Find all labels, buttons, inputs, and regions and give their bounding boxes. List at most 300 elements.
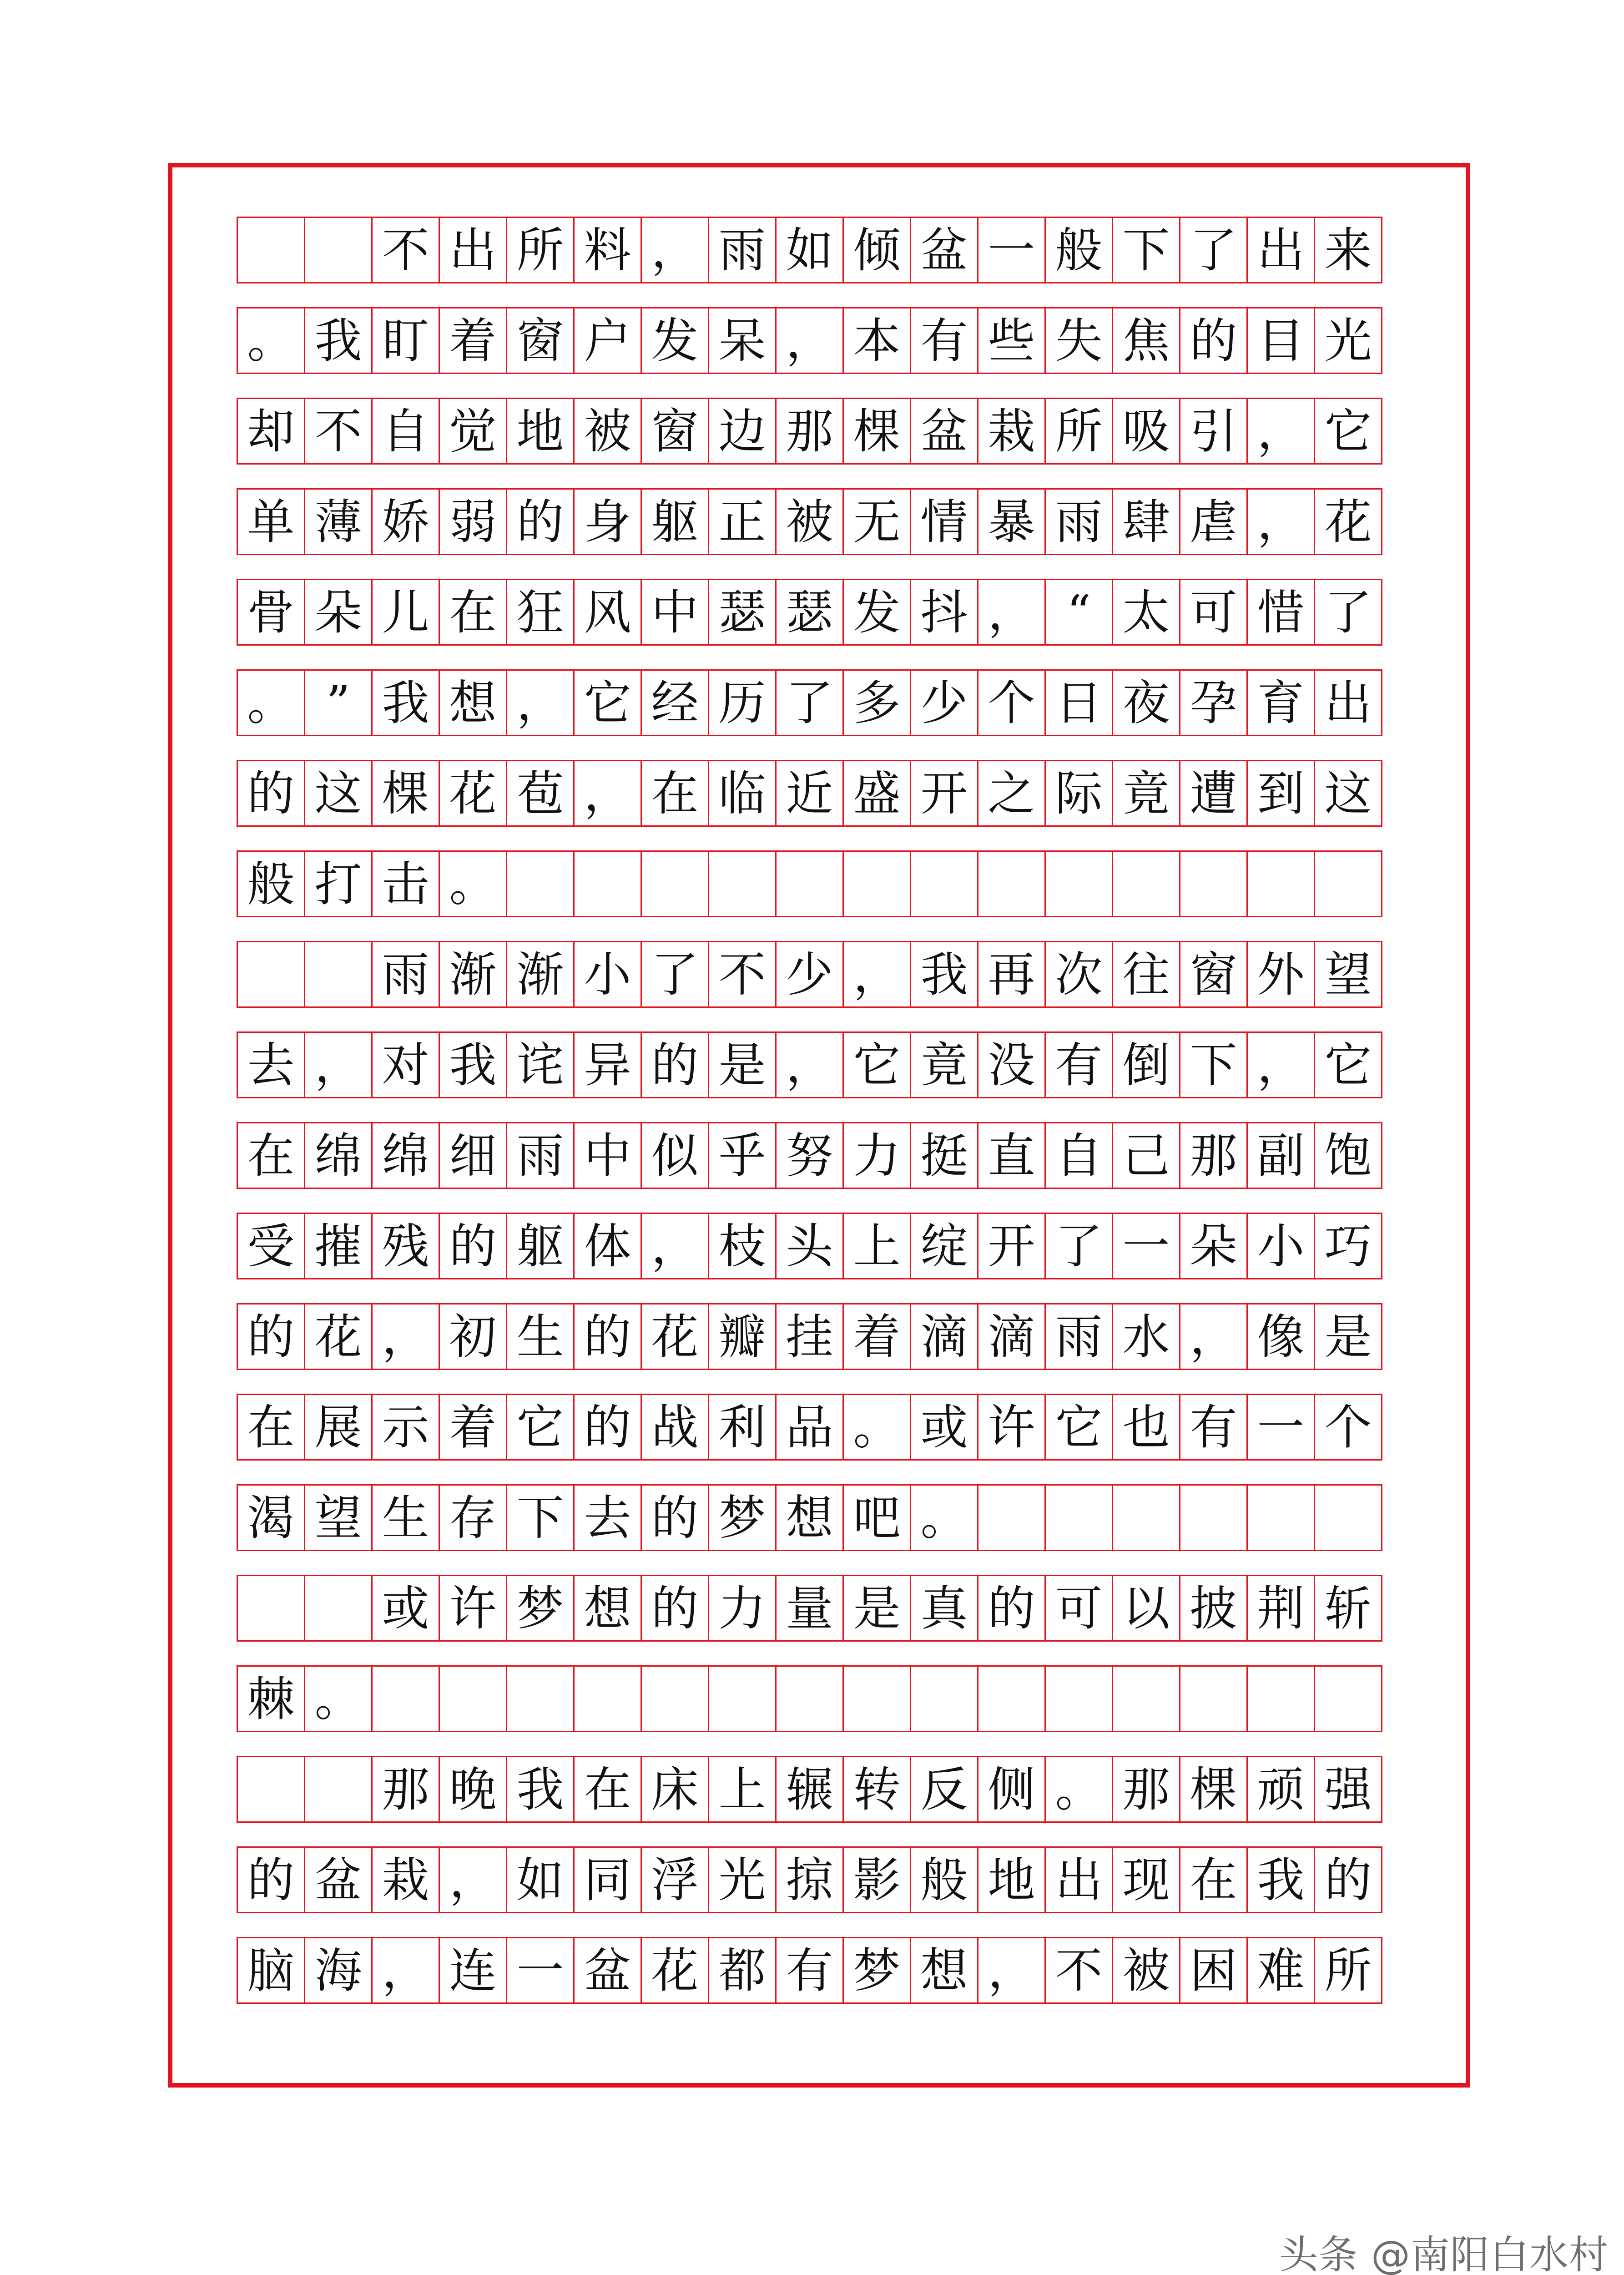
grid-row <box>237 488 1406 555</box>
grid-cell: 际 <box>1046 760 1113 827</box>
grid-cell: 在 <box>642 760 709 827</box>
grid-cell: 吸 <box>1113 398 1180 465</box>
grid-cell: 光 <box>1315 307 1382 374</box>
grid-cell: 呆 <box>709 307 777 374</box>
grid-cell: 难 <box>1248 1937 1315 2004</box>
grid-cell: 同 <box>575 1846 642 1913</box>
grid-cell: 想 <box>777 1484 844 1551</box>
grid-cell: 的 <box>642 1575 709 1642</box>
grid-cell: 窗 <box>1180 941 1248 1008</box>
grid-cell: 它 <box>507 1394 575 1461</box>
grid-cell: 惜 <box>1248 579 1315 646</box>
grid-cell: 的 <box>238 1303 305 1370</box>
grid-cell: 盆 <box>911 398 978 465</box>
grid-cell: 想 <box>440 669 507 736</box>
grid-cell: 被 <box>777 488 844 555</box>
grid-row <box>237 1394 1406 1461</box>
grid-cell: ， <box>642 1213 709 1279</box>
grid-cell: 那 <box>373 1756 440 1823</box>
grid-cell: 所 <box>1046 398 1113 465</box>
grid-cell: 的 <box>575 1303 642 1370</box>
grid-cell: 竟 <box>911 1031 978 1098</box>
grid-cell: 现 <box>1113 1846 1180 1913</box>
grid-cell: 都 <box>709 1937 777 2004</box>
grid-cell: 着 <box>844 1303 911 1370</box>
grid-cell: 。 <box>305 1665 373 1732</box>
grid-cell: 盆 <box>575 1937 642 2004</box>
grid-cell <box>507 1665 575 1732</box>
grid-cell: 个 <box>1315 1394 1382 1461</box>
grid-cell: 受 <box>238 1213 305 1279</box>
grid-cell: 近 <box>777 760 844 827</box>
grid-cell: 或 <box>911 1394 978 1461</box>
grid-cell: 的 <box>507 488 575 555</box>
grid-cell: 肆 <box>1113 488 1180 555</box>
grid-cell <box>911 850 978 917</box>
grid-row <box>237 941 1406 1008</box>
grid-cell <box>978 1665 1046 1732</box>
grid-cell: 少 <box>911 669 978 736</box>
grid-cell: ， <box>373 1937 440 2004</box>
grid-cell: ， <box>373 1303 440 1370</box>
grid-cell: 那 <box>1180 1122 1248 1189</box>
grid-cell: 了 <box>1180 217 1248 283</box>
grid-cell: 自 <box>1046 1122 1113 1189</box>
grid-cell: 地 <box>507 398 575 465</box>
grid-cell: 弱 <box>440 488 507 555</box>
grid-cell: 努 <box>777 1122 844 1189</box>
grid-cell: ， <box>575 760 642 827</box>
grid-cell: 的 <box>1315 1846 1382 1913</box>
grid-cell: 反 <box>911 1756 978 1823</box>
grid-cell: 抖 <box>911 579 978 646</box>
grid-cell: 有 <box>911 307 978 374</box>
grid-cell: 己 <box>1113 1122 1180 1189</box>
grid-cell: 倒 <box>1113 1031 1180 1098</box>
grid-cell: 多 <box>844 669 911 736</box>
grid-cell: 对 <box>373 1031 440 1098</box>
grid-cell: 荆 <box>1248 1575 1315 1642</box>
grid-cell: 盆 <box>911 217 978 283</box>
grid-cell: 许 <box>978 1394 1046 1461</box>
grid-cell: 乎 <box>709 1122 777 1189</box>
grid-cell: 水 <box>1113 1303 1180 1370</box>
grid-cell: 所 <box>1315 1937 1382 2004</box>
grid-cell: 朵 <box>1180 1213 1248 1279</box>
grid-row <box>237 1213 1406 1279</box>
grid-cell: 诧 <box>507 1031 575 1098</box>
grid-row <box>237 1937 1406 2004</box>
grid-cell: ， <box>1180 1303 1248 1370</box>
grid-cell: 示 <box>373 1394 440 1461</box>
grid-cell: ， <box>844 941 911 1008</box>
grid-cell: 滴 <box>978 1303 1046 1370</box>
grid-cell: 生 <box>373 1484 440 1551</box>
grid-cell: 盆 <box>305 1846 373 1913</box>
grid-cell: 可 <box>1180 579 1248 646</box>
grid-cell: 引 <box>1180 398 1248 465</box>
grid-cell: 量 <box>777 1575 844 1642</box>
grid-row <box>237 760 1406 827</box>
grid-cell: 中 <box>575 1122 642 1189</box>
grid-cell: 中 <box>642 579 709 646</box>
grid-cell <box>305 217 373 283</box>
grid-cell <box>1180 1665 1248 1732</box>
grid-cell: 上 <box>709 1756 777 1823</box>
grid-cell: 出 <box>1315 669 1382 736</box>
grid-cell: 些 <box>978 307 1046 374</box>
grid-cell: 挺 <box>911 1122 978 1189</box>
grid-cell: 浮 <box>642 1846 709 1913</box>
grid-cell: 户 <box>575 307 642 374</box>
grid-cell: 有 <box>1180 1394 1248 1461</box>
grid-cell <box>844 850 911 917</box>
grid-cell: 转 <box>844 1756 911 1823</box>
grid-cell: 梦 <box>709 1484 777 1551</box>
grid-cell: 影 <box>844 1846 911 1913</box>
grid-cell: 这 <box>1315 760 1382 827</box>
grid-cell: 我 <box>440 1031 507 1098</box>
grid-cell: 上 <box>844 1213 911 1279</box>
grid-cell: 倾 <box>844 217 911 283</box>
grid-cell: 出 <box>1248 217 1315 283</box>
grid-row <box>237 850 1406 917</box>
grid-cell: 如 <box>507 1846 575 1913</box>
grid-cell: 有 <box>1046 1031 1113 1098</box>
grid-cell: 晚 <box>440 1756 507 1823</box>
grid-cell: 一 <box>507 1937 575 2004</box>
grid-cell: 在 <box>1180 1846 1248 1913</box>
grid-cell <box>575 850 642 917</box>
grid-cell: 少 <box>777 941 844 1008</box>
grid-cell <box>440 1665 507 1732</box>
grid-cell: 吧 <box>844 1484 911 1551</box>
grid-cell <box>1248 1484 1315 1551</box>
grid-cell: 的 <box>575 1394 642 1461</box>
grid-cell: 雨 <box>373 941 440 1008</box>
grid-cell: 在 <box>238 1394 305 1461</box>
grid-cell: 棵 <box>373 760 440 827</box>
grid-cell: 正 <box>709 488 777 555</box>
grid-cell: 窗 <box>507 307 575 374</box>
grid-cell <box>1046 850 1113 917</box>
grid-cell: 体 <box>575 1213 642 1279</box>
grid-cell: 困 <box>1180 1937 1248 2004</box>
grid-cell: 这 <box>305 760 373 827</box>
grid-cell: 瑟 <box>709 579 777 646</box>
grid-cell: ， <box>978 579 1046 646</box>
grid-cell: 发 <box>642 307 709 374</box>
grid-cell <box>1046 1484 1113 1551</box>
grid-cell: 异 <box>575 1031 642 1098</box>
grid-cell <box>305 1756 373 1823</box>
grid-cell <box>238 217 305 283</box>
grid-cell: 育 <box>1248 669 1315 736</box>
grid-row <box>237 1665 1406 1732</box>
grid-cell <box>1180 1484 1248 1551</box>
grid-cell: 般 <box>238 850 305 917</box>
grid-cell: 或 <box>373 1575 440 1642</box>
grid-cell: 。 <box>844 1394 911 1461</box>
grid-cell: 顽 <box>1248 1756 1315 1823</box>
grid-cell: 望 <box>305 1484 373 1551</box>
grid-cell: 个 <box>978 669 1046 736</box>
grid-cell: 不 <box>709 941 777 1008</box>
grid-cell: 是 <box>709 1031 777 1098</box>
grid-cell: ， <box>978 1937 1046 2004</box>
grid-cell: 棵 <box>1180 1756 1248 1823</box>
grid-cell <box>978 1484 1046 1551</box>
grid-cell: 像 <box>1248 1303 1315 1370</box>
grid-cell: 着 <box>440 307 507 374</box>
grid-cell: ， <box>642 217 709 283</box>
grid-cell: 辗 <box>777 1756 844 1823</box>
grid-cell: 击 <box>373 850 440 917</box>
grid-cell: 临 <box>709 760 777 827</box>
grid-cell <box>777 1665 844 1732</box>
grid-cell: 绵 <box>373 1122 440 1189</box>
grid-cell <box>305 1575 373 1642</box>
grid-cell: ” <box>305 669 373 736</box>
grid-cell: 出 <box>440 217 507 283</box>
grid-cell: 栽 <box>978 398 1046 465</box>
grid-cell: 了 <box>1046 1213 1113 1279</box>
grid-cell: 可 <box>1046 1575 1113 1642</box>
grid-cell: 历 <box>709 669 777 736</box>
grid-cell: 雨 <box>1046 1303 1113 1370</box>
grid-cell: ， <box>1248 1031 1315 1098</box>
grid-cell: 骨 <box>238 579 305 646</box>
grid-cell: 侧 <box>978 1756 1046 1823</box>
grid-cell: 目 <box>1248 307 1315 374</box>
grid-cell <box>709 850 777 917</box>
grid-cell <box>305 941 373 1008</box>
grid-cell <box>1248 1665 1315 1732</box>
grid-cell: 棵 <box>844 398 911 465</box>
grid-cell: 真 <box>911 1575 978 1642</box>
grid-cell: 一 <box>1248 1394 1315 1461</box>
grid-cell: 战 <box>642 1394 709 1461</box>
grid-cell: 的 <box>642 1031 709 1098</box>
grid-cell: 盛 <box>844 760 911 827</box>
grid-row <box>237 1575 1406 1642</box>
grid-cell: 地 <box>978 1846 1046 1913</box>
grid-cell: 海 <box>305 1937 373 2004</box>
grid-cell: 它 <box>844 1031 911 1098</box>
grid-cell: 我 <box>373 669 440 736</box>
grid-cell: 也 <box>1113 1394 1180 1461</box>
grid-cell: 利 <box>709 1394 777 1461</box>
grid-cell: 细 <box>440 1122 507 1189</box>
grid-cell: 渴 <box>238 1484 305 1551</box>
grid-cell: 日 <box>1046 669 1113 736</box>
grid-cell: 绽 <box>911 1213 978 1279</box>
grid-cell: 我 <box>305 307 373 374</box>
grid-cell: 棘 <box>238 1665 305 1732</box>
grid-cell: 的 <box>642 1484 709 1551</box>
grid-cell <box>1315 850 1382 917</box>
grid-cell: 情 <box>911 488 978 555</box>
grid-cell: 去 <box>575 1484 642 1551</box>
grid-cell <box>507 850 575 917</box>
grid-cell: 品 <box>777 1394 844 1461</box>
grid-cell: 它 <box>575 669 642 736</box>
grid-cell: 开 <box>911 760 978 827</box>
grid-cell: 。 <box>911 1484 978 1551</box>
manuscript-grid <box>237 217 1406 2027</box>
grid-cell: 花 <box>642 1937 709 2004</box>
grid-cell: 了 <box>777 669 844 736</box>
grid-cell <box>1113 850 1180 917</box>
grid-cell: 小 <box>1248 1213 1315 1279</box>
grid-cell: 初 <box>440 1303 507 1370</box>
grid-cell: 绵 <box>305 1122 373 1189</box>
source-watermark: 头条 @南阳白水村 <box>1279 2232 1609 2275</box>
grid-row <box>237 1031 1406 1098</box>
grid-cell: 栽 <box>373 1846 440 1913</box>
grid-cell <box>238 941 305 1008</box>
grid-cell <box>1113 1484 1180 1551</box>
grid-row <box>237 1756 1406 1823</box>
grid-cell: ， <box>777 307 844 374</box>
grid-cell: 花 <box>642 1303 709 1370</box>
grid-cell: 望 <box>1315 941 1382 1008</box>
grid-cell: 梦 <box>844 1937 911 2004</box>
grid-cell: 它 <box>1046 1394 1113 1461</box>
grid-cell: 遭 <box>1180 760 1248 827</box>
grid-cell: 一 <box>978 217 1046 283</box>
grid-cell: “ <box>1046 579 1113 646</box>
grid-cell: 竟 <box>1113 760 1180 827</box>
grid-cell <box>911 1665 978 1732</box>
grid-cell: 焦 <box>1113 307 1180 374</box>
grid-cell: 我 <box>911 941 978 1008</box>
grid-cell: 失 <box>1046 307 1113 374</box>
grid-cell: ， <box>305 1031 373 1098</box>
grid-cell <box>844 1665 911 1732</box>
grid-cell: 的 <box>440 1213 507 1279</box>
grid-cell <box>1315 1665 1382 1732</box>
grid-cell: 去 <box>238 1031 305 1098</box>
grid-cell: 在 <box>440 579 507 646</box>
grid-cell: 花 <box>1315 488 1382 555</box>
grid-cell: ， <box>777 1031 844 1098</box>
grid-cell: 雨 <box>1046 488 1113 555</box>
grid-cell <box>1113 1665 1180 1732</box>
grid-cell: 头 <box>777 1213 844 1279</box>
grid-cell <box>238 1756 305 1823</box>
grid-cell: 那 <box>777 398 844 465</box>
grid-cell: 无 <box>844 488 911 555</box>
grid-cell: 。 <box>440 850 507 917</box>
grid-cell: 许 <box>440 1575 507 1642</box>
grid-cell: 躯 <box>642 488 709 555</box>
grid-cell: 风 <box>575 579 642 646</box>
grid-cell: 想 <box>911 1937 978 2004</box>
grid-cell: 斩 <box>1315 1575 1382 1642</box>
grid-cell: 的 <box>978 1575 1046 1642</box>
grid-cell: 瑟 <box>777 579 844 646</box>
grid-cell: 它 <box>1315 1031 1382 1098</box>
grid-cell: 发 <box>844 579 911 646</box>
grid-cell: 往 <box>1113 941 1180 1008</box>
grid-cell <box>777 850 844 917</box>
grid-cell: 它 <box>1315 398 1382 465</box>
grid-cell: 了 <box>1315 579 1382 646</box>
grid-cell <box>709 1665 777 1732</box>
grid-cell: 薄 <box>305 488 373 555</box>
grid-cell: 不 <box>1046 1937 1113 2004</box>
grid-cell: 巧 <box>1315 1213 1382 1279</box>
grid-cell: 躯 <box>507 1213 575 1279</box>
grid-cell: ， <box>1248 398 1315 465</box>
grid-cell: 边 <box>709 398 777 465</box>
grid-row <box>237 579 1406 646</box>
grid-cell: 床 <box>642 1756 709 1823</box>
grid-cell: 下 <box>1113 217 1180 283</box>
grid-cell: 本 <box>844 307 911 374</box>
grid-cell: 的 <box>238 760 305 827</box>
grid-cell: 想 <box>575 1575 642 1642</box>
grid-cell: 滴 <box>911 1303 978 1370</box>
grid-row <box>237 1122 1406 1189</box>
grid-cell: 单 <box>238 488 305 555</box>
grid-cell: 太 <box>1113 579 1180 646</box>
grid-cell: 苞 <box>507 760 575 827</box>
grid-cell: 到 <box>1248 760 1315 827</box>
grid-cell: 下 <box>1180 1031 1248 1098</box>
grid-cell: 摧 <box>305 1213 373 1279</box>
grid-cell: 直 <box>978 1122 1046 1189</box>
grid-cell: 我 <box>507 1756 575 1823</box>
grid-cell: 展 <box>305 1394 373 1461</box>
grid-cell: 娇 <box>373 488 440 555</box>
grid-cell: 开 <box>978 1213 1046 1279</box>
grid-cell: 觉 <box>440 398 507 465</box>
grid-cell: 花 <box>440 760 507 827</box>
grid-cell: 外 <box>1248 941 1315 1008</box>
grid-cell <box>1248 850 1315 917</box>
grid-cell: ， <box>507 669 575 736</box>
grid-row <box>237 1484 1406 1551</box>
grid-cell: 夜 <box>1113 669 1180 736</box>
grid-cell: 那 <box>1113 1756 1180 1823</box>
grid-cell: 盯 <box>373 307 440 374</box>
grid-cell: 下 <box>507 1484 575 1551</box>
grid-cell: 虐 <box>1180 488 1248 555</box>
grid-cell: 朵 <box>305 579 373 646</box>
grid-cell: 渐 <box>507 941 575 1008</box>
grid-cell: 生 <box>507 1303 575 1370</box>
grid-cell: 料 <box>575 217 642 283</box>
grid-cell: 饱 <box>1315 1122 1382 1189</box>
grid-cell: 来 <box>1315 217 1382 283</box>
grid-cell: 不 <box>373 217 440 283</box>
grid-cell: 被 <box>575 398 642 465</box>
grid-cell: 了 <box>642 941 709 1008</box>
grid-cell: 般 <box>1046 217 1113 283</box>
grid-cell: 如 <box>777 217 844 283</box>
grid-cell: 着 <box>440 1394 507 1461</box>
grid-row <box>237 217 1406 283</box>
grid-cell: 打 <box>305 850 373 917</box>
grid-cell: 次 <box>1046 941 1113 1008</box>
grid-cell: 小 <box>575 941 642 1008</box>
grid-cell: 身 <box>575 488 642 555</box>
grid-cell: 却 <box>238 398 305 465</box>
grid-cell <box>238 1575 305 1642</box>
grid-cell: 自 <box>373 398 440 465</box>
